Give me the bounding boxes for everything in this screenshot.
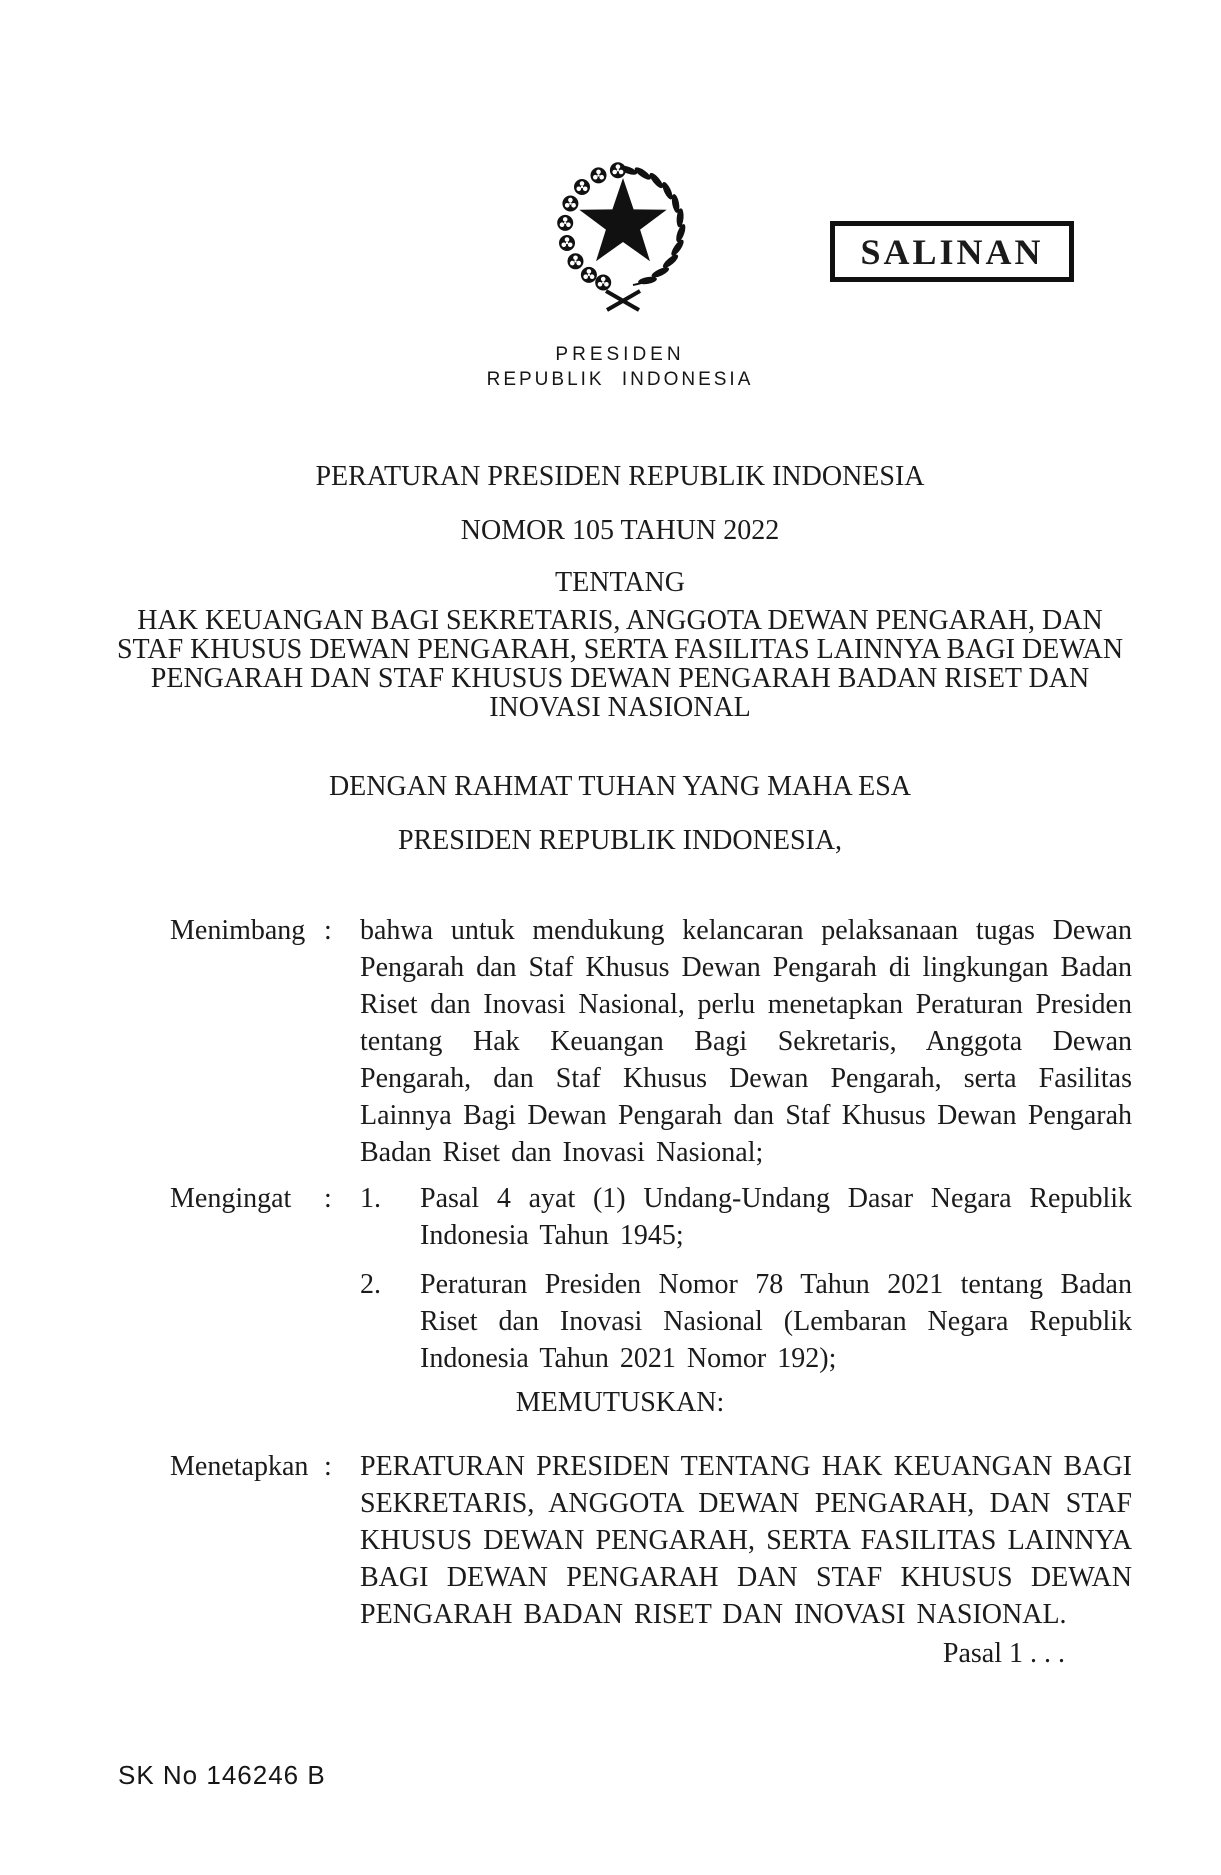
considering-label: Menimbang: [170, 915, 306, 946]
deciding-heading: MEMUTUSKAN:: [515, 1387, 725, 1418]
star-icon: [579, 178, 666, 261]
national-emblem-seal: [543, 158, 703, 318]
enacting-text: PERATURAN PRESIDEN TENTANG HAK KEUANGAN BAGI SEKRETARIS, ANGGOTA DEWAN PENGARAH, DAN STAF KHUSUS DEWAN PENGARAH, SERTA FASILITAS LAINNYA BAGI DEWAN PENGARAH DAN STAF KHUSUS DEWAN PENGARAH BADAN RISET DAN INOVASI NASIONAL.: [360, 1451, 1132, 1630]
salinan-stamp-label: SALINAN: [860, 231, 1044, 272]
doc-subject-line: STAF KHUSUS DEWAN PENGARAH, SERTA FASILITAS LAINNYA BAGI DEWAN: [116, 634, 1124, 665]
star-wreath-icon: [543, 158, 703, 316]
doc-subject-line: PENGARAH DAN STAF KHUSUS DEWAN PENGARAH BADAN RISET DAN: [150, 663, 1090, 694]
enacting-row: [170, 1448, 1132, 1633]
sk-number: SK No 146246 B: [118, 1760, 326, 1790]
doc-subject-line: INOVASI NASIONAL: [489, 692, 751, 723]
letterhead: [19, 344, 1221, 391]
colon-separator: :: [324, 1451, 332, 1482]
list-item-number: 1.: [360, 1183, 381, 1214]
list-item: [360, 1266, 1132, 1377]
doc-subject-line: HAK KEUANGAN BAGI SEKRETARIS, ANGGOTA DEWAN PENGARAH, DAN: [137, 605, 1103, 636]
remembering-row: [170, 1180, 1132, 1377]
doc-subject: [19, 606, 1221, 722]
doc-title-tentang: TENTANG: [555, 567, 685, 598]
list-item-text: Pasal 4 ayat (1) Undang-Undang Dasar Negara Republik Indonesia Tahun 1945;: [420, 1183, 1132, 1251]
salinan-stamp: [830, 221, 1074, 282]
considering-row: [170, 912, 1132, 1171]
doc-title-number: NOMOR 105 TAHUN 2022: [460, 515, 780, 546]
colon-separator: :: [324, 1183, 332, 1214]
invocation-line: DENGAN RAHMAT TUHAN YANG MAHA ESA: [328, 771, 912, 802]
remembering-items: [360, 1180, 1132, 1377]
page-continuation-marker: Pasal 1 . . .: [942, 1638, 1065, 1669]
considering-text: bahwa untuk mendukung kelancaran pelaksanaan tugas Dewan Pengarah dan Staf Khusus Dewan Pengarah di lingkungan Badan Riset dan Inovasi Nasional, perlu menetapkan Peraturan Presiden tentang Hak Keuangan Bagi Sekretaris, Anggota Dewan Pengarah, dan Staf Khusus Dewan Pengarah, serta Fasilitas Lainnya Bagi Dewan Pengarah dan Staf Khusus Dewan Pengarah Badan Riset dan Inovasi Nasional;: [360, 915, 1132, 1168]
doc-title-line1: PERATURAN PRESIDEN REPUBLIK INDONESIA: [315, 461, 925, 492]
list-item-text: Peraturan Presiden Nomor 78 Tahun 2021 tentang Badan Riset dan Inovasi Nasional (Lembaran Negara Republik Indonesia Tahun 2021 Nomor 192);: [420, 1269, 1132, 1374]
remembering-label: Mengingat: [170, 1183, 292, 1214]
authority-line: PRESIDEN REPUBLIK INDONESIA,: [397, 825, 843, 856]
list-item-number: 2.: [360, 1269, 381, 1300]
colon-separator: :: [324, 915, 332, 946]
letterhead-republik-indonesia: REPUBLIK INDONESIA: [486, 369, 754, 390]
letterhead-presiden: PRESIDEN: [555, 344, 685, 365]
enacting-label: Menetapkan: [170, 1451, 309, 1482]
list-item: [360, 1180, 1132, 1254]
